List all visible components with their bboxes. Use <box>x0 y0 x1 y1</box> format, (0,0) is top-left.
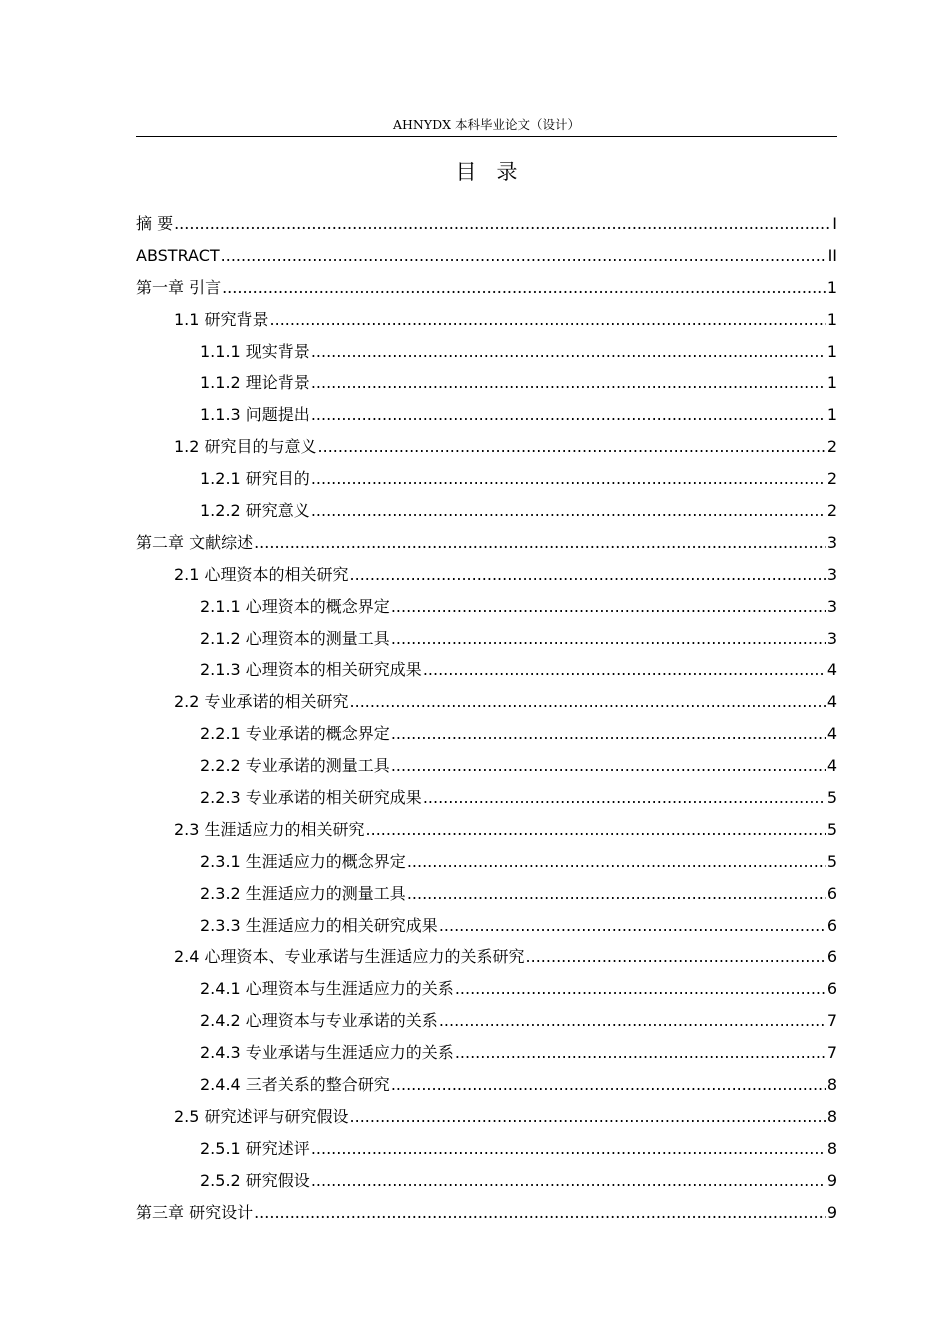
toc-entry-title: 2.4.3 专业承诺与生涯适应力的关系 <box>200 1043 454 1063</box>
toc-page-number: 6 <box>826 883 837 903</box>
toc-page-number: 4 <box>826 692 837 712</box>
toc-dot-leader <box>311 367 826 399</box>
toc-entry[interactable] <box>136 495 837 527</box>
toc-page-number: 1 <box>826 373 837 393</box>
toc-entry[interactable] <box>136 941 837 973</box>
toc-entry[interactable] <box>136 750 837 782</box>
toc-dot-leader <box>391 750 826 782</box>
toc-entry[interactable] <box>136 846 837 878</box>
toc-dot-leader <box>391 623 826 655</box>
toc-dot-leader <box>366 814 826 846</box>
toc-page-number: 9 <box>826 1170 837 1190</box>
toc-dot-leader <box>311 463 826 495</box>
toc-entry-title: 2.3.3 生涯适应力的相关研究成果 <box>200 915 438 935</box>
toc-entry[interactable] <box>136 686 837 718</box>
toc-entry-title: 2.3.2 生涯适应力的测量工具 <box>200 883 406 903</box>
toc-page-number: 2 <box>826 437 837 457</box>
header-rule <box>136 136 837 137</box>
toc-page-number: 8 <box>826 1138 837 1158</box>
toc-dot-leader <box>222 272 826 304</box>
toc-page-number: 6 <box>826 947 837 967</box>
toc-entry-title: 1.1 研究背景 <box>174 309 269 329</box>
toc-entry-title: 2.3 生涯适应力的相关研究 <box>174 819 365 839</box>
toc-dot-leader <box>455 973 826 1005</box>
toc-dot-leader <box>526 941 826 973</box>
toc-entry[interactable] <box>136 1165 837 1197</box>
toc-entry[interactable] <box>136 623 837 655</box>
toc-entry[interactable] <box>136 910 837 942</box>
toc-page-number: 8 <box>826 1106 837 1126</box>
toc-dot-leader <box>174 208 831 240</box>
toc-page-number: 3 <box>826 628 837 648</box>
toc-entry[interactable] <box>136 782 837 814</box>
toc-entry-title: 2.5.2 研究假设 <box>200 1170 310 1190</box>
toc-page-number: 1 <box>826 341 837 361</box>
toc-entry-title: ABSTRACT <box>136 245 220 265</box>
toc-page-number: 9 <box>826 1202 837 1222</box>
toc-page-number: I <box>832 214 837 233</box>
toc-page-number: 1 <box>826 309 837 329</box>
toc-dot-leader <box>455 1037 826 1069</box>
toc-entry[interactable] <box>136 1101 837 1133</box>
toc-entry-title: 2.5 研究述评与研究假设 <box>174 1106 349 1126</box>
toc-page-number: 2 <box>826 501 837 521</box>
toc-dot-leader <box>311 399 826 431</box>
toc-entry[interactable] <box>136 240 837 272</box>
toc-page-number: 5 <box>826 851 837 871</box>
page-header: AHNYDX 本科毕业论文（设计） <box>392 117 580 132</box>
toc-entry-title: 2.2.1 专业承诺的概念界定 <box>200 724 390 744</box>
toc-entry[interactable] <box>136 814 837 846</box>
toc-dot-leader <box>439 910 826 942</box>
toc-entry[interactable] <box>136 399 837 431</box>
toc-dot-leader <box>311 495 826 527</box>
toc-entry-title: 2.2.3 专业承诺的相关研究成果 <box>200 788 422 808</box>
toc-dot-leader <box>350 686 826 718</box>
toc-entry[interactable] <box>136 336 837 368</box>
toc-entry[interactable] <box>136 973 837 1005</box>
toc-page-number: 7 <box>826 1043 837 1063</box>
toc-dot-leader <box>318 431 826 463</box>
toc-page-number: 4 <box>826 724 837 744</box>
toc-page-number: 7 <box>826 1011 837 1031</box>
toc-entry-title: 2.2 专业承诺的相关研究 <box>174 692 349 712</box>
toc-page-number: 6 <box>826 915 837 935</box>
toc-page-number: II <box>827 245 837 265</box>
table-of-contents <box>136 208 837 1229</box>
toc-entry-title: 第一章 引言 <box>136 277 222 297</box>
toc-page-number: 3 <box>826 564 837 584</box>
toc-page-number: 8 <box>826 1075 837 1095</box>
toc-entry[interactable] <box>136 304 837 336</box>
toc-dot-leader <box>350 1101 826 1133</box>
toc-dot-leader <box>254 1197 826 1229</box>
toc-dot-leader <box>391 1069 826 1101</box>
toc-entry[interactable] <box>136 1069 837 1101</box>
toc-entry-title: 2.4 心理资本、专业承诺与生涯适应力的关系研究 <box>174 947 525 967</box>
toc-page-number: 6 <box>826 979 837 999</box>
toc-dot-leader <box>439 1005 826 1037</box>
toc-dot-leader <box>391 591 826 623</box>
toc-page-number: 5 <box>826 819 837 839</box>
toc-entry-title: 1.1.2 理论背景 <box>200 373 310 393</box>
toc-entry[interactable] <box>136 1037 837 1069</box>
toc-entry-title: 第二章 文献综述 <box>136 532 254 552</box>
toc-entry[interactable] <box>136 559 837 591</box>
toc-entry[interactable] <box>136 272 837 304</box>
toc-dot-leader <box>311 1165 826 1197</box>
toc-entry[interactable] <box>136 208 837 240</box>
toc-dot-leader <box>254 527 826 559</box>
toc-title: 目录 <box>455 160 538 184</box>
toc-entry-title: 摘 要 <box>136 214 174 233</box>
toc-entry[interactable] <box>136 718 837 750</box>
toc-entry-title: 2.1.2 心理资本的测量工具 <box>200 628 390 648</box>
toc-entry[interactable] <box>136 878 837 910</box>
toc-dot-leader <box>221 240 827 272</box>
toc-entry[interactable] <box>136 654 837 686</box>
toc-entry-title: 2.1.3 心理资本的相关研究成果 <box>200 660 422 680</box>
toc-page-number: 3 <box>826 596 837 616</box>
toc-entry-title: 第三章 研究设计 <box>136 1202 254 1222</box>
toc-entry[interactable] <box>136 463 837 495</box>
toc-page-number: 4 <box>826 660 837 680</box>
toc-entry[interactable] <box>136 527 837 559</box>
toc-dot-leader <box>423 782 826 814</box>
toc-entry-title: 1.2.1 研究目的 <box>200 469 310 489</box>
toc-entry-title: 1.1.1 现实背景 <box>200 341 310 361</box>
toc-entry-title: 2.4.4 三者关系的整合研究 <box>200 1075 390 1095</box>
toc-page-number: 2 <box>826 469 837 489</box>
toc-page-number: 4 <box>826 756 837 776</box>
toc-entry[interactable] <box>136 591 837 623</box>
toc-page-number: 1 <box>826 405 837 425</box>
toc-dot-leader <box>270 304 826 336</box>
toc-entry[interactable] <box>136 367 837 399</box>
toc-entry-title: 2.2.2 专业承诺的测量工具 <box>200 756 390 776</box>
toc-entry[interactable] <box>136 431 837 463</box>
toc-entry[interactable] <box>136 1133 837 1165</box>
toc-entry-title: 2.1 心理资本的相关研究 <box>174 564 349 584</box>
toc-dot-leader <box>423 654 826 686</box>
toc-dot-leader <box>407 878 826 910</box>
toc-entry-title: 2.4.2 心理资本与专业承诺的关系 <box>200 1011 438 1031</box>
toc-page-number: 3 <box>826 532 837 552</box>
toc-entry-title: 2.1.1 心理资本的概念界定 <box>200 596 390 616</box>
toc-dot-leader <box>350 559 826 591</box>
toc-entry-title: 1.2.2 研究意义 <box>200 501 310 521</box>
toc-entry[interactable] <box>136 1197 837 1229</box>
toc-entry-title: 1.2 研究目的与意义 <box>174 437 317 457</box>
toc-entry-title: 2.5.1 研究述评 <box>200 1138 310 1158</box>
toc-page-number: 5 <box>826 788 837 808</box>
toc-dot-leader <box>391 718 826 750</box>
toc-entry-title: 2.3.1 生涯适应力的概念界定 <box>200 851 406 871</box>
toc-dot-leader <box>311 336 826 368</box>
toc-page-number: 1 <box>826 277 837 297</box>
toc-entry[interactable] <box>136 1005 837 1037</box>
toc-dot-leader <box>407 846 826 878</box>
toc-entry-title: 1.1.3 问题提出 <box>200 405 310 425</box>
toc-dot-leader <box>311 1133 826 1165</box>
toc-entry-title: 2.4.1 心理资本与生涯适应力的关系 <box>200 979 454 999</box>
